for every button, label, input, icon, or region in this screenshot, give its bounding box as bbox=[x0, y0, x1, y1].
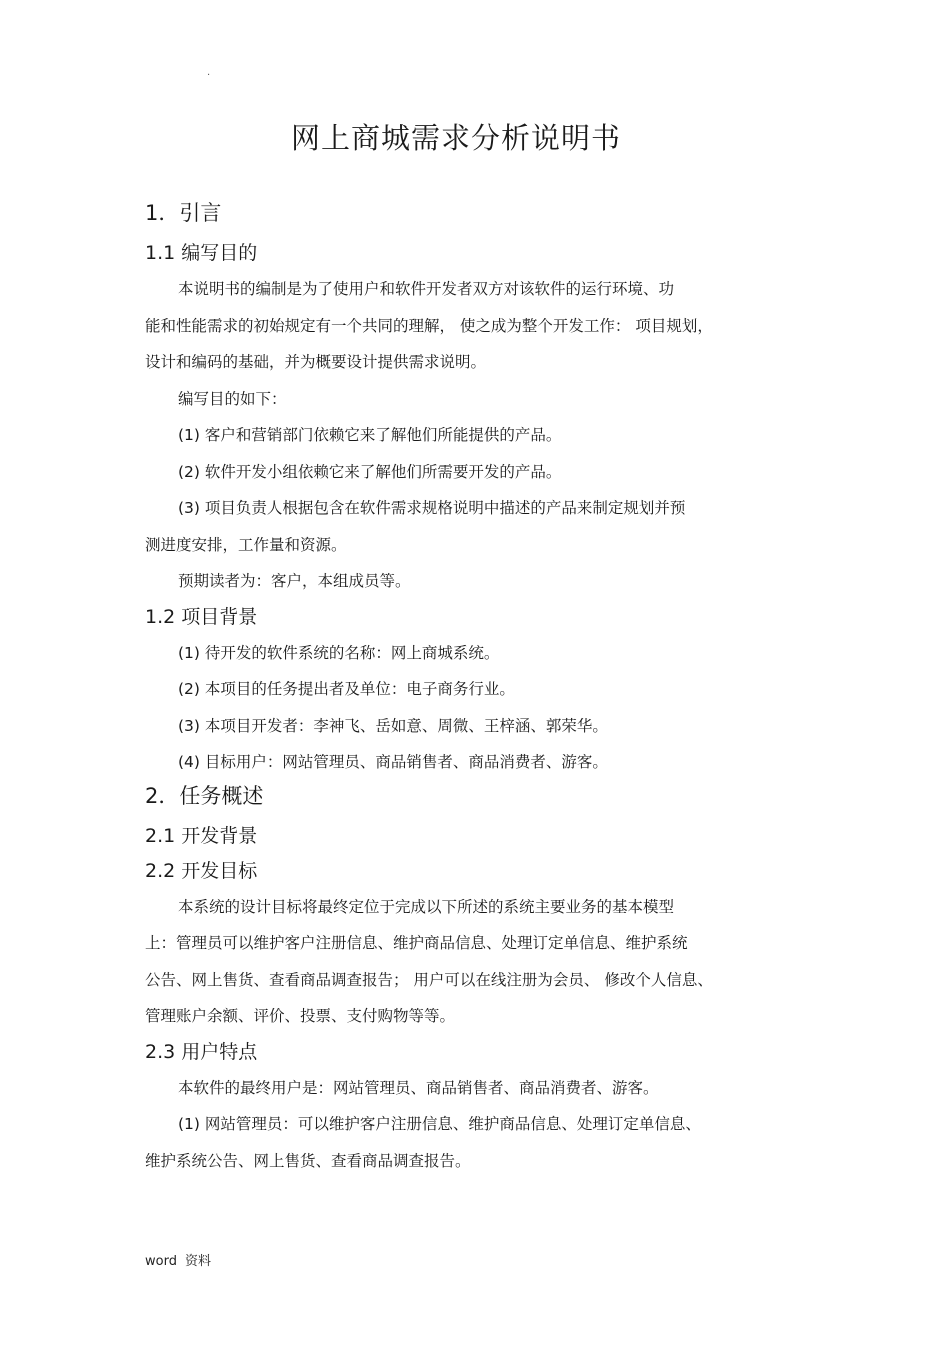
footer-word: word bbox=[145, 1254, 177, 1269]
paragraph-line: 设计和编码的基础，并为概要设计提供需求说明。 bbox=[145, 353, 487, 371]
section-heading-2-1: 2.1 开发背景 bbox=[145, 824, 258, 847]
list-item: (2) 软件开发小组依赖它来了解他们所需要开发的产品。 bbox=[178, 462, 562, 481]
paragraph-line: 测进度安排，工作量和资源。 bbox=[145, 535, 347, 554]
list-item: (3) 本项目开发者：李神飞、岳如意、周微、王梓涵、郭荣华。 bbox=[178, 716, 608, 735]
paragraph-line: 编写目的如下： bbox=[178, 389, 287, 408]
list-item: (1) 待开发的软件系统的名称：网上商城系统。 bbox=[178, 643, 500, 662]
section-heading-1: 1．引言 bbox=[145, 201, 222, 225]
paragraph-line: 维护系统公告、网上售货、查看商品调查报告。 bbox=[145, 1151, 471, 1170]
paragraph-line: 管理账户余额、评价、投票、支付购物等等。 bbox=[145, 1007, 456, 1025]
footer-label: 资料 bbox=[184, 1254, 211, 1269]
paragraph-line: 本系统的设计目标将最终定位于完成以下所述的系统主要业务的基本模型 bbox=[178, 897, 675, 916]
section-heading-2-2: 2.2 开发目标 bbox=[145, 859, 258, 882]
list-item: (2) 本项目的任务提出者及单位：电子商务行业。 bbox=[178, 680, 515, 698]
section-heading-1-2: 1.2 项目背景 bbox=[145, 605, 258, 628]
document-body bbox=[145, 198, 805, 1179]
list-item: (1) 网站管理员：可以维护客户注册信息、维护商品信息、处理订定单信息、 bbox=[178, 1115, 701, 1133]
list-item: (4) 目标用户：网站管理员、商品销售者、商品消费者、游客。 bbox=[178, 753, 608, 771]
paragraph-line: 上：管理员可以维护客户注册信息、维护商品信息、处理订定单信息、维护系统 bbox=[145, 934, 688, 952]
page-footer bbox=[145, 1250, 219, 1269]
paragraph-line: 本软件的最终用户是：网站管理员、商品销售者、商品消费者、游客。 bbox=[178, 1078, 659, 1097]
list-item: (1) 客户和营销部门依赖它来了解他们所能提供的产品。 bbox=[178, 426, 562, 444]
paragraph-line: 公告、网上售货、查看商品调查报告； 用户可以在线注册为会员、 修改个人信息、 bbox=[145, 970, 713, 989]
list-item: (3) 项目负责人根据包含在软件需求规格说明中描述的产品来制定规划并预 bbox=[178, 499, 686, 517]
document-title: 网上商城需求分析说明书 bbox=[290, 121, 621, 155]
section-heading-1-1: 1.1 编写目的 bbox=[145, 242, 258, 264]
section-heading-2: 2．任务概述 bbox=[145, 783, 264, 808]
paragraph-line: 本说明书的编制是为了使用户和软件开发者双方对该软件的运行环境、功 bbox=[178, 280, 675, 298]
paragraph-line: 预期读者为：客户，本组成员等。 bbox=[178, 572, 411, 590]
paragraph-line: 能和性能需求的初始规定有一个共同的理解， 使之成为整个开发工作： 项目规划， bbox=[145, 316, 713, 335]
page-mark: · bbox=[207, 70, 211, 81]
section-heading-2-3: 2.3 用户特点 bbox=[145, 1040, 258, 1063]
